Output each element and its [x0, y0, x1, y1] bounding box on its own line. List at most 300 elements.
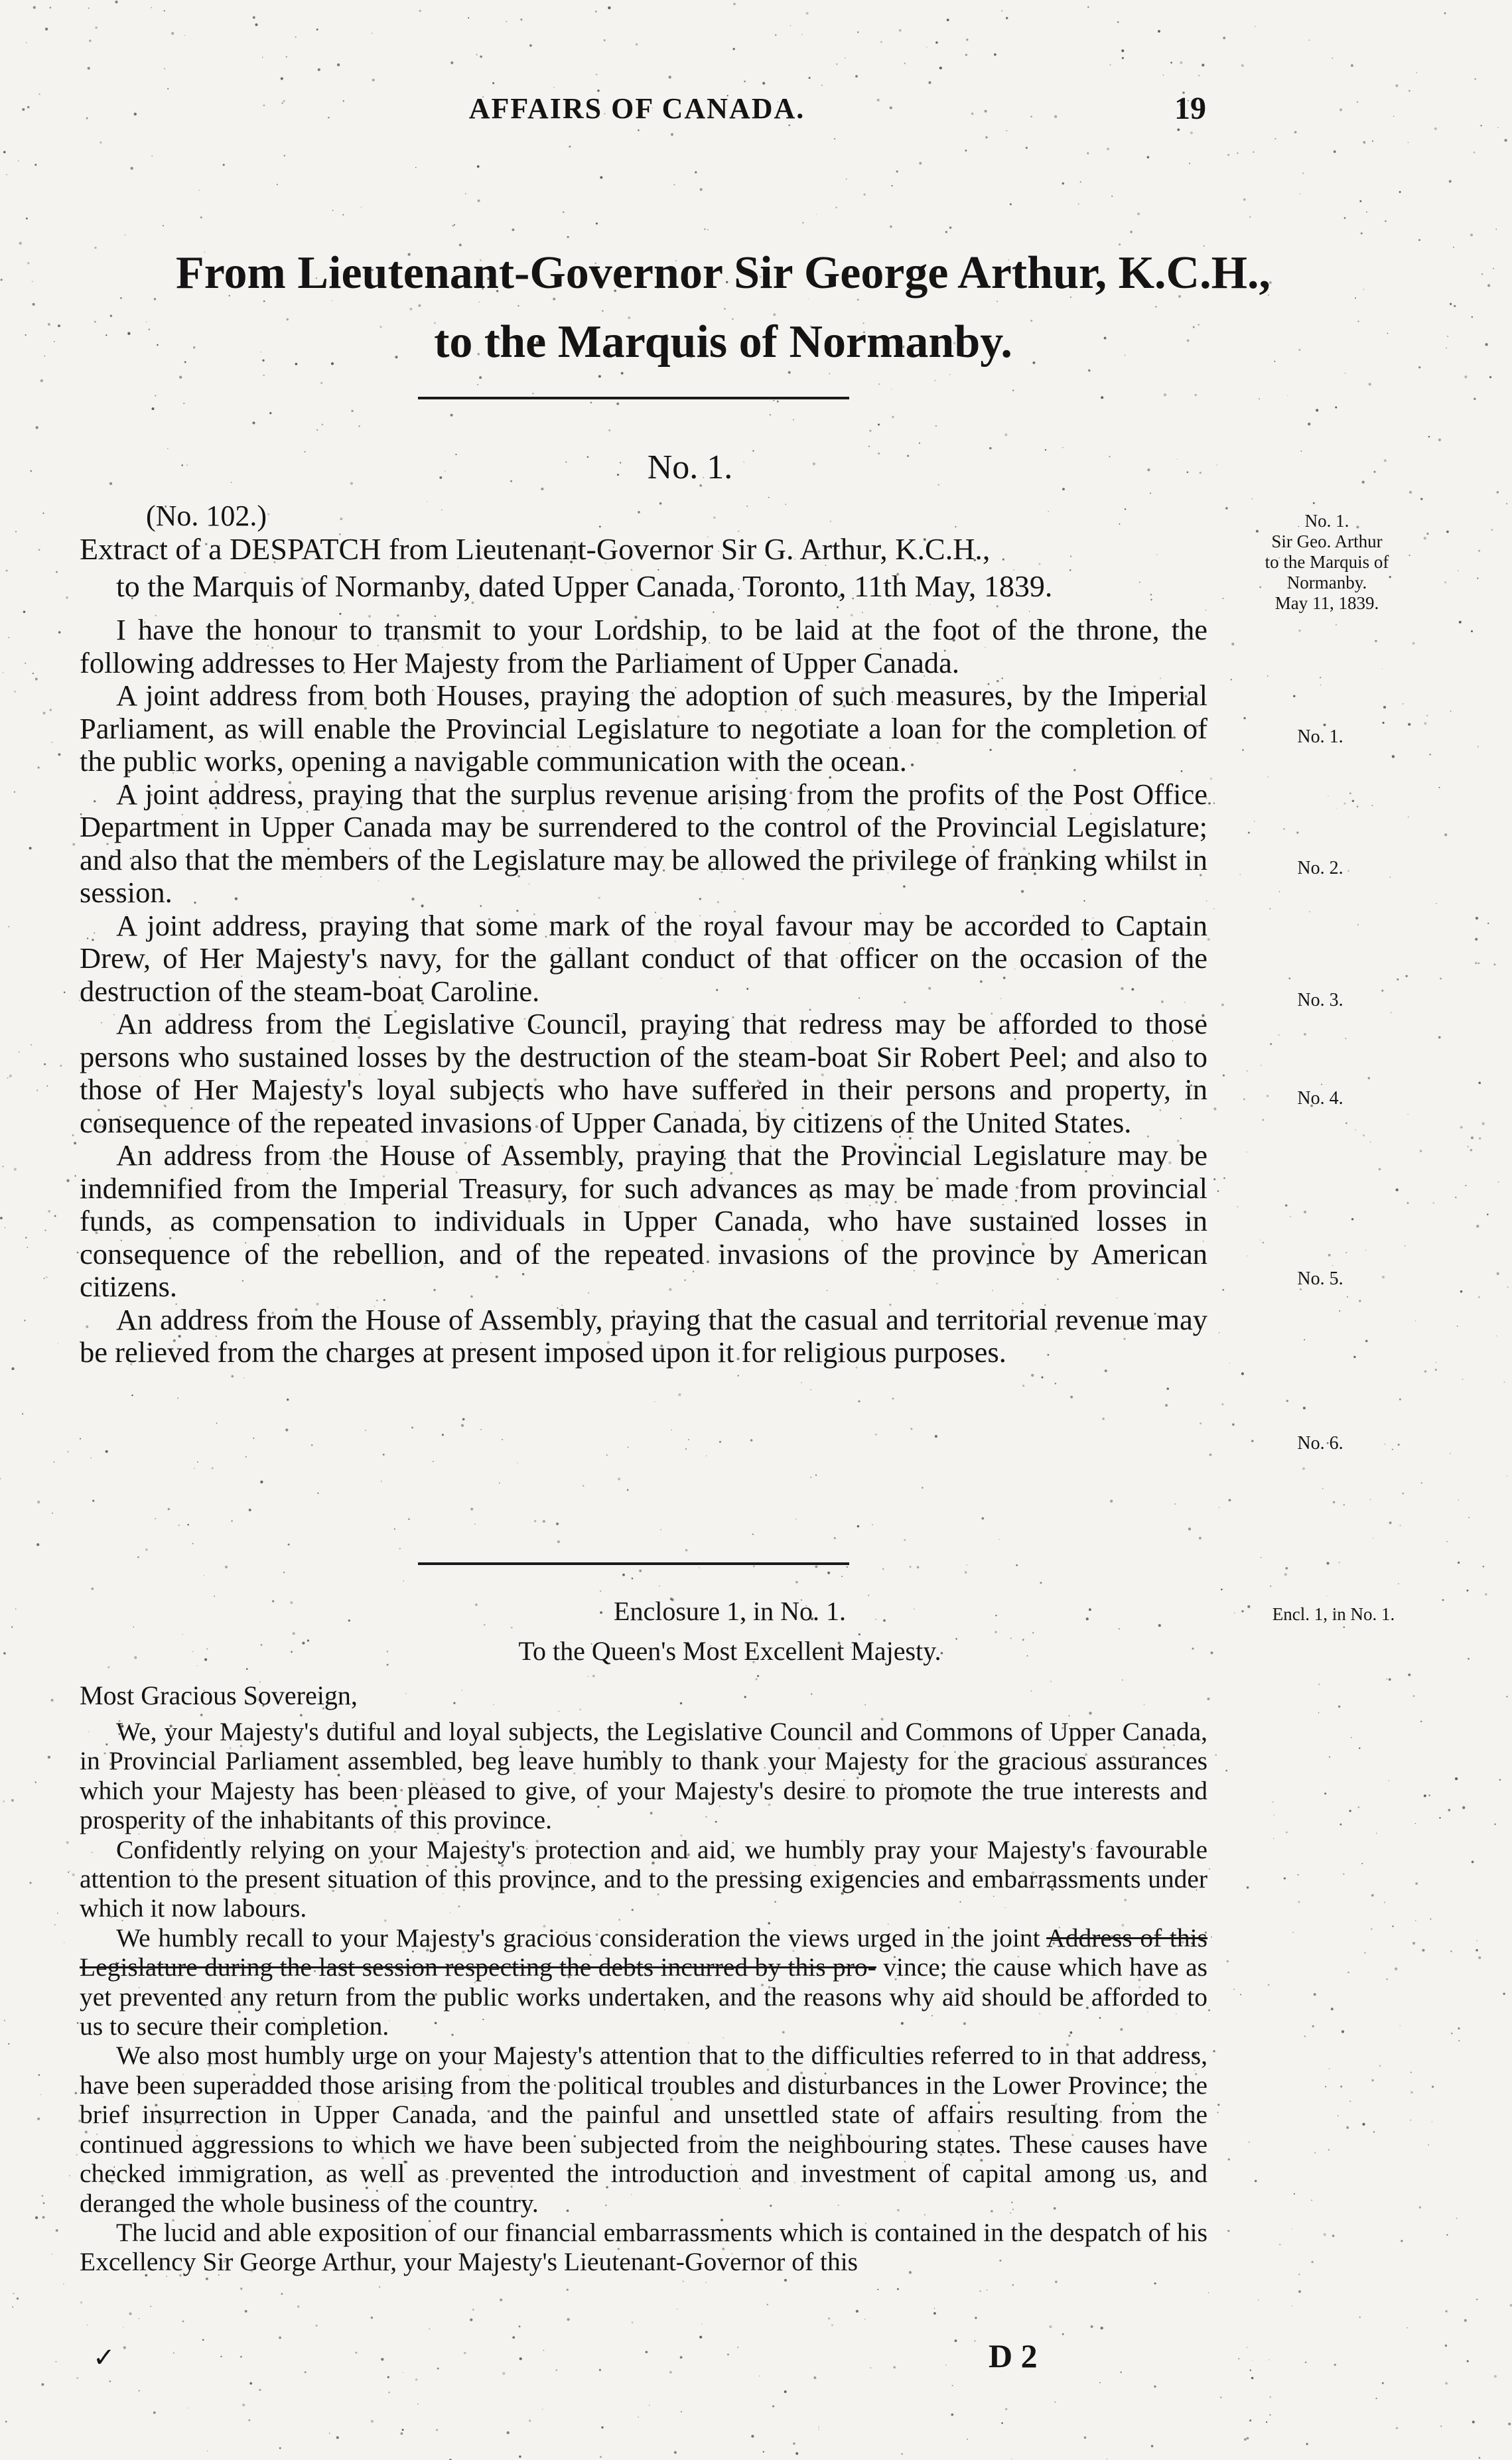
speckle-dot — [1399, 191, 1401, 193]
speckle-dot — [919, 443, 920, 444]
speckle-dot — [856, 2310, 859, 2313]
speckle-dot — [1476, 917, 1478, 920]
speckle-dot — [88, 67, 90, 70]
speckle-dot — [287, 1399, 289, 1401]
speckle-dot — [1227, 1960, 1229, 1962]
speckle-dot — [680, 2356, 683, 2358]
speckle-dot — [34, 164, 36, 166]
speckle-dot — [178, 1525, 180, 1526]
speckle-dot — [1467, 2360, 1469, 2362]
speckle-dot — [966, 38, 968, 40]
speckle-dot — [1345, 1252, 1347, 1253]
speckle-dot — [1471, 1136, 1474, 1139]
speckle-dot — [1250, 2369, 1252, 2371]
speckle-dot — [1359, 1747, 1360, 1749]
speckle-dot — [29, 847, 32, 850]
speckle-dot — [1450, 303, 1452, 305]
speckle-dot — [601, 2426, 603, 2428]
speckle-dot — [36, 426, 38, 429]
margin-ref-3: No. 3. — [1297, 990, 1343, 1010]
speckle-dot — [1284, 829, 1285, 830]
speckle-dot — [1412, 1695, 1414, 1697]
speckle-dot — [277, 184, 278, 185]
speckle-dot — [1207, 1698, 1210, 1700]
speckle-dot — [436, 2429, 438, 2431]
speckle-dot — [472, 2309, 474, 2311]
speckle-dot — [302, 1642, 305, 1645]
speckle-dot — [1325, 2086, 1326, 2087]
speckle-dot — [811, 1693, 812, 1694]
speckle-dot — [965, 149, 967, 151]
speckle-dot — [1022, 1385, 1024, 1387]
letter-p3-end: vince; the cause which have as yet prevented any return from the public works undertaken, and the reasons why aid should be afforded to us to secure their completion. — [80, 1952, 1207, 2041]
speckle-dot — [493, 1704, 494, 1705]
speckle-dot — [744, 80, 746, 82]
speckle-dot — [348, 1619, 350, 1621]
speckle-dot — [1122, 57, 1124, 59]
speckle-dot — [868, 446, 870, 447]
speckle-dot — [305, 2371, 307, 2373]
speckle-dot — [813, 2376, 816, 2379]
speckle-dot — [1084, 2436, 1087, 2439]
speckle-dot — [727, 2354, 729, 2356]
speckle-dot — [975, 2317, 977, 2319]
speckle-dot — [187, 1524, 189, 1526]
speckle-dot — [1249, 2142, 1250, 2143]
speckle-dot — [1450, 1950, 1452, 1952]
speckle-dot — [919, 162, 922, 165]
speckle-dot — [1045, 449, 1046, 450]
speckle-dot — [8, 637, 9, 638]
speckle-dot — [1029, 611, 1030, 612]
speckle-dot — [1424, 1795, 1426, 1797]
section-number: No. 1. — [647, 448, 733, 486]
speckle-dot — [1296, 832, 1298, 834]
speckle-dot — [31, 1044, 32, 1046]
speckle-dot — [1402, 1493, 1404, 1495]
speckle-dot — [1438, 1036, 1441, 1039]
speckle-dot — [1365, 1250, 1367, 1251]
speckle-dot — [1078, 203, 1079, 204]
speckle-dot — [699, 2336, 702, 2339]
speckle-dot — [1467, 1146, 1468, 1147]
speckle-dot — [928, 81, 931, 84]
speckle-dot — [1428, 2144, 1429, 2146]
speckle-dot — [917, 1566, 920, 1568]
speckle-dot — [1357, 805, 1359, 807]
speckle-dot — [1405, 975, 1407, 977]
margin-ref-1: No. 1. — [1297, 726, 1343, 747]
speckle-dot — [1482, 1123, 1485, 1125]
speckle-dot — [1373, 471, 1375, 473]
speckle-dot — [1208, 802, 1211, 805]
speckle-dot — [54, 1215, 56, 1217]
speckle-dot — [1320, 685, 1322, 686]
speckle-dot — [901, 2453, 902, 2455]
speckle-dot — [300, 1714, 303, 1716]
speckle-dot — [512, 2336, 515, 2339]
speckle-dot — [1298, 1874, 1299, 1876]
speckle-dot — [1343, 1626, 1345, 1628]
despatch-body — [80, 614, 1207, 1369]
speckle-dot — [596, 74, 597, 75]
address-item-5: An address from the House of Assembly, praying that the Provincial Legislature may be indemnified from the Imperial Treasury, for such advances as may be made from provincial funds, as compensation to individuals in Upper Canada, who have sustained losses in consequence of the rebellion, and of the repeated invasions of the province by American citizens. — [80, 1138, 1207, 1303]
letter-paragraph-4: We also most humbly urge on your Majesty's attention that to the difficulties referred to in that address, have been superadded those arising from the political troubles and disturbances in the Lower Province; the brief insurrection in Upper Canada, and the painful and unsettled state of affairs resulting from the continued aggressions to which we have been subjected from the neighbouring states. These causes have checked immigration, as well as prevented the introduction and investment of capital among us, and deranged the whole business of the country. — [80, 2041, 1207, 2218]
speckle-dot — [25, 663, 26, 664]
speckle-dot — [595, 11, 597, 13]
speckle-dot — [168, 1508, 170, 1510]
speckle-dot — [1489, 376, 1491, 378]
speckle-dot — [1507, 1475, 1508, 1477]
speckle-dot — [76, 2154, 78, 2155]
speckle-dot — [1395, 1968, 1397, 1970]
speckle-dot — [1242, 749, 1244, 751]
speckle-dot — [1382, 2382, 1384, 2384]
speckle-dot — [1011, 2458, 1012, 2459]
speckle-dot — [1101, 2327, 1103, 2329]
speckle-dot — [1312, 2025, 1314, 2027]
speckle-dot — [1450, 1453, 1451, 1454]
speckle-dot — [1510, 2304, 1512, 2307]
speckle-dot — [52, 1513, 53, 1514]
speckle-dot — [1481, 273, 1483, 275]
speckle-dot — [1487, 923, 1489, 924]
speckle-dot — [1472, 316, 1473, 318]
letter-paragraph-5: The lucid and able exposition of our financial embarrassments which is contained in the despatch of his Excellency Sir George Arthur, your Majesty's Lieutenant-Governor of this — [80, 2217, 1207, 2277]
speckle-dot — [618, 1477, 620, 1480]
speckle-dot — [1392, 1925, 1393, 1927]
speckle-dot — [1383, 706, 1386, 709]
speckle-dot — [1070, 1396, 1073, 1399]
speckle-dot — [4, 2019, 5, 2021]
speckle-dot — [878, 423, 880, 425]
speckle-dot — [64, 1942, 65, 1943]
speckle-dot — [1266, 2422, 1267, 2423]
speckle-dot — [41, 2195, 43, 2197]
speckle-dot — [1355, 1129, 1356, 1130]
speckle-dot — [673, 184, 675, 185]
speckle-dot — [68, 1872, 69, 1873]
speckle-dot — [1144, 1704, 1145, 1706]
speckle-dot — [1298, 630, 1300, 632]
speckle-dot — [453, 1702, 455, 1704]
speckle-dot — [3, 1652, 5, 1654]
letter-paragraph-1: We, your Majesty's dutiful and loyal subjects, the Legislative Council and Commons of Upper Canada, in Provincial Parliament assembled, beg leave humbly to thank your Majesty for the gracious assurances which your Majesty has been pleased to give, of your Majesty's desire to promote the true interests and prosperity of the inhabitants of this province. — [80, 1717, 1207, 1835]
speckle-dot — [1031, 1374, 1034, 1377]
speckle-dot — [1415, 1320, 1416, 1322]
speckle-dot — [828, 2317, 830, 2319]
speckle-dot — [1217, 2104, 1219, 2106]
speckle-dot — [1205, 610, 1206, 611]
speckle-dot — [1101, 396, 1103, 399]
speckle-dot — [532, 393, 534, 395]
speckle-dot — [1302, 172, 1304, 174]
speckle-dot — [1202, 64, 1204, 66]
speckle-dot — [1207, 938, 1210, 941]
speckle-dot — [1371, 1928, 1373, 1930]
speckle-dot — [837, 606, 839, 608]
speckle-dot — [1174, 1503, 1176, 1505]
speckle-dot — [288, 1544, 290, 1546]
speckle-dot — [1407, 1202, 1409, 1204]
speckle-dot — [1408, 1114, 1409, 1115]
speckle-dot — [351, 410, 353, 412]
speckle-dot — [281, 2293, 283, 2295]
speckle-dot — [80, 1438, 81, 1440]
speckle-dot — [1478, 1082, 1481, 1085]
speckle-dot — [1408, 142, 1409, 143]
speckle-dot — [659, 1586, 660, 1587]
speckle-dot — [1304, 1211, 1306, 1213]
speckle-dot — [411, 1426, 413, 1428]
speckle-dot — [1055, 1383, 1057, 1385]
speckle-dot — [1286, 1831, 1288, 1833]
speckle-dot — [477, 384, 478, 385]
speckle-dot — [1405, 1245, 1406, 1247]
speckle-dot — [1332, 1265, 1334, 1266]
speckle-dot — [638, 511, 640, 513]
speckle-dot — [855, 75, 858, 78]
speckle-dot — [1062, 2333, 1064, 2335]
speckle-dot — [1447, 336, 1448, 337]
speckle-dot — [1336, 624, 1337, 626]
speckle-dot — [259, 2389, 261, 2391]
speckle-dot — [810, 1477, 811, 1478]
speckle-dot — [1285, 1204, 1288, 1207]
speckle-dot — [519, 2357, 522, 2360]
speckle-dot — [1278, 1034, 1280, 1036]
speckle-dot — [1339, 1562, 1340, 1563]
speckle-dot — [1476, 1225, 1479, 1227]
speckle-dot — [295, 36, 297, 38]
speckle-dot — [1285, 1567, 1288, 1570]
speckle-dot — [477, 165, 480, 168]
speckle-dot — [1154, 2386, 1156, 2388]
speckle-dot — [192, 1651, 193, 1652]
speckle-dot — [1221, 1004, 1224, 1006]
speckle-dot — [1251, 2377, 1254, 2380]
speckle-dot — [92, 1500, 94, 1502]
speckle-dot — [762, 82, 765, 84]
speckle-dot — [342, 214, 344, 216]
speckle-dot — [1010, 203, 1012, 205]
extract-line-2: to the Marquis of Normanby, dated Upper Canada, Toronto, 11th May, 1839. — [116, 569, 1053, 603]
speckle-dot — [115, 1, 117, 3]
speckle-dot — [355, 2352, 357, 2354]
speckle-dot — [1229, 1499, 1231, 1501]
speckle-dot — [1243, 717, 1245, 719]
speckle-dot — [1508, 2423, 1511, 2426]
speckle-dot — [1273, 1814, 1274, 1816]
speckle-dot — [590, 402, 592, 403]
speckle-dot — [1304, 1033, 1306, 1036]
speckle-dot — [478, 200, 480, 202]
speckle-dot — [1455, 1777, 1458, 1780]
speckle-dot — [11, 1799, 14, 1802]
speckle-dot — [262, 57, 263, 58]
speckle-dot — [834, 1537, 836, 1539]
speckle-dot — [50, 709, 52, 711]
speckle-dot — [252, 421, 255, 424]
speckle-dot — [1470, 1149, 1473, 1152]
speckle-dot — [1252, 498, 1253, 499]
speckle-dot — [1410, 2072, 1412, 2073]
speckle-dot — [502, 1439, 503, 1440]
speckle-dot — [1318, 1712, 1319, 1713]
speckle-dot — [1292, 2305, 1293, 2307]
speckle-dot — [1347, 1296, 1348, 1298]
enclosure-heading: Enclosure 1, in No. 1. — [614, 1596, 846, 1626]
speckle-dot — [896, 171, 898, 172]
speckle-dot — [1188, 1528, 1191, 1531]
speckle-dot — [1249, 216, 1251, 218]
speckle-dot — [1412, 642, 1415, 645]
speckle-dot — [806, 12, 809, 15]
speckle-dot — [1476, 1940, 1478, 1941]
speckle-dot — [240, 2288, 242, 2289]
speckle-dot — [795, 2452, 798, 2455]
speckle-dot — [1166, 1388, 1169, 1391]
speckle-dot — [173, 2353, 174, 2354]
speckle-dot — [1349, 1810, 1351, 1812]
speckle-dot — [1466, 1590, 1468, 1592]
speckle-dot — [606, 1454, 608, 1456]
intro-paragraph: I have the honour to transmit to your Lordship, to be laid at the foot of the throne, the following addresses to Her Majesty from the Parliament of Upper Canada. — [80, 613, 1207, 679]
speckle-dot — [381, 1481, 382, 1482]
speckle-dot — [1498, 1182, 1499, 1183]
speckle-dot — [519, 2325, 521, 2327]
speckle-dot — [316, 429, 318, 431]
speckle-dot — [34, 1781, 36, 1783]
speckle-dot — [1303, 1406, 1306, 1409]
speckle-dot — [1170, 62, 1172, 64]
speckle-dot — [1442, 1599, 1444, 1601]
speckle-dot — [945, 231, 947, 233]
speckle-dot — [608, 7, 610, 9]
speckle-dot — [1369, 383, 1371, 385]
speckle-dot — [134, 1656, 137, 1659]
speckle-dot — [1195, 394, 1197, 396]
speckle-dot — [863, 194, 865, 196]
speckle-dot — [1122, 1680, 1123, 1681]
speckle-dot — [182, 1634, 183, 1635]
check-mark: ✓ — [93, 2343, 115, 2372]
speckle-dot — [192, 1543, 194, 1544]
speckle-dot — [1165, 1404, 1168, 1406]
speckle-dot — [1422, 1948, 1424, 1951]
speckle-dot — [1269, 2359, 1270, 2360]
speckle-dot — [1311, 2261, 1313, 2263]
speckle-dot — [1412, 1942, 1415, 1945]
speckle-dot — [1384, 459, 1387, 462]
speckle-dot — [1293, 695, 1295, 697]
speckle-dot — [1298, 2274, 1300, 2275]
speckle-dot — [361, 207, 362, 208]
speckle-dot — [225, 1566, 228, 1568]
speckle-dot — [1458, 1562, 1460, 1564]
speckle-dot — [1292, 1932, 1294, 1933]
speckle-dot — [1499, 1779, 1501, 1781]
speckle-dot — [1343, 803, 1345, 805]
speckle-dot — [51, 742, 52, 743]
speckle-dot — [1450, 711, 1452, 712]
speckle-dot — [64, 992, 65, 993]
speckle-dot — [1004, 433, 1007, 436]
speckle-dot — [100, 141, 102, 144]
speckle-dot — [1371, 2079, 1373, 2081]
speckle-dot — [279, 2447, 281, 2449]
speckle-dot — [1424, 722, 1426, 724]
speckle-dot — [1451, 2033, 1453, 2035]
speckle-dot — [878, 452, 880, 454]
speckle-dot — [1147, 468, 1150, 471]
speckle-dot — [1440, 978, 1442, 980]
speckle-dot — [1396, 1188, 1399, 1191]
speckle-dot — [1409, 491, 1412, 494]
speckle-dot — [248, 2420, 250, 2422]
speckle-dot — [1158, 30, 1160, 33]
speckle-dot — [1209, 1454, 1212, 1456]
speckle-dot — [1321, 1084, 1322, 1085]
speckle-dot — [827, 1572, 830, 1574]
speckle-dot — [58, 753, 61, 756]
speckle-dot — [1137, 212, 1140, 215]
speckle-dot — [75, 2092, 78, 2094]
speckle-dot — [569, 145, 571, 147]
speckle-dot — [1306, 2443, 1308, 2445]
speckle-dot — [1119, 1628, 1120, 1629]
speckle-dot — [1479, 1137, 1481, 1140]
speckle-dot — [383, 1454, 385, 1456]
speckle-dot — [1333, 1501, 1335, 1503]
speckle-dot — [557, 1540, 560, 1543]
speckle-dot — [1189, 163, 1190, 164]
speckle-dot — [1420, 1721, 1422, 1722]
speckle-dot — [1217, 1190, 1219, 1192]
speckle-dot — [94, 247, 96, 249]
letter-paragraph-2: Confidently relying on your Majesty's protection and aid, we humbly pray your Majesty's favourable attention to the present situation of this province, and to the pressing exigencies and embarrassments under which it now labours. — [80, 1834, 1207, 1923]
speckle-dot — [910, 1566, 912, 1568]
speckle-dot — [836, 63, 837, 64]
speckle-dot — [1219, 1332, 1220, 1333]
speckle-dot — [75, 1175, 76, 1176]
speckle-dot — [1453, 247, 1454, 248]
speckle-dot — [321, 424, 323, 426]
speckle-dot — [507, 2431, 510, 2434]
speckle-dot — [1497, 491, 1499, 493]
speckle-dot — [26, 218, 28, 220]
speckle-dot — [1, 279, 3, 281]
speckle-dot — [336, 2436, 339, 2439]
speckle-dot — [433, 1461, 434, 1462]
speckle-dot — [556, 1523, 559, 1525]
address-item-1: A joint address from both Houses, praying the adoption of such measures, by the Imperial Parliament, as will enable the Provincial Legislature to negotiate a loan for the completion of the public works, opening a navigable communication with the ocean. — [80, 679, 1207, 778]
speckle-dot — [216, 1422, 218, 1424]
speckle-dot — [415, 2378, 417, 2380]
speckle-dot — [1435, 1369, 1437, 1371]
speckle-dot — [1210, 778, 1212, 780]
speckle-dot — [904, 62, 906, 64]
speckle-dot — [1487, 284, 1490, 287]
speckle-dot — [1232, 1423, 1235, 1426]
speckle-dot — [1397, 979, 1399, 981]
speckle-dot — [1269, 908, 1271, 910]
speckle-dot — [872, 1524, 873, 1525]
speckle-dot — [30, 470, 32, 472]
speckle-dot — [599, 2369, 601, 2371]
speckle-dot — [402, 2429, 404, 2431]
speckle-dot — [1363, 141, 1365, 144]
